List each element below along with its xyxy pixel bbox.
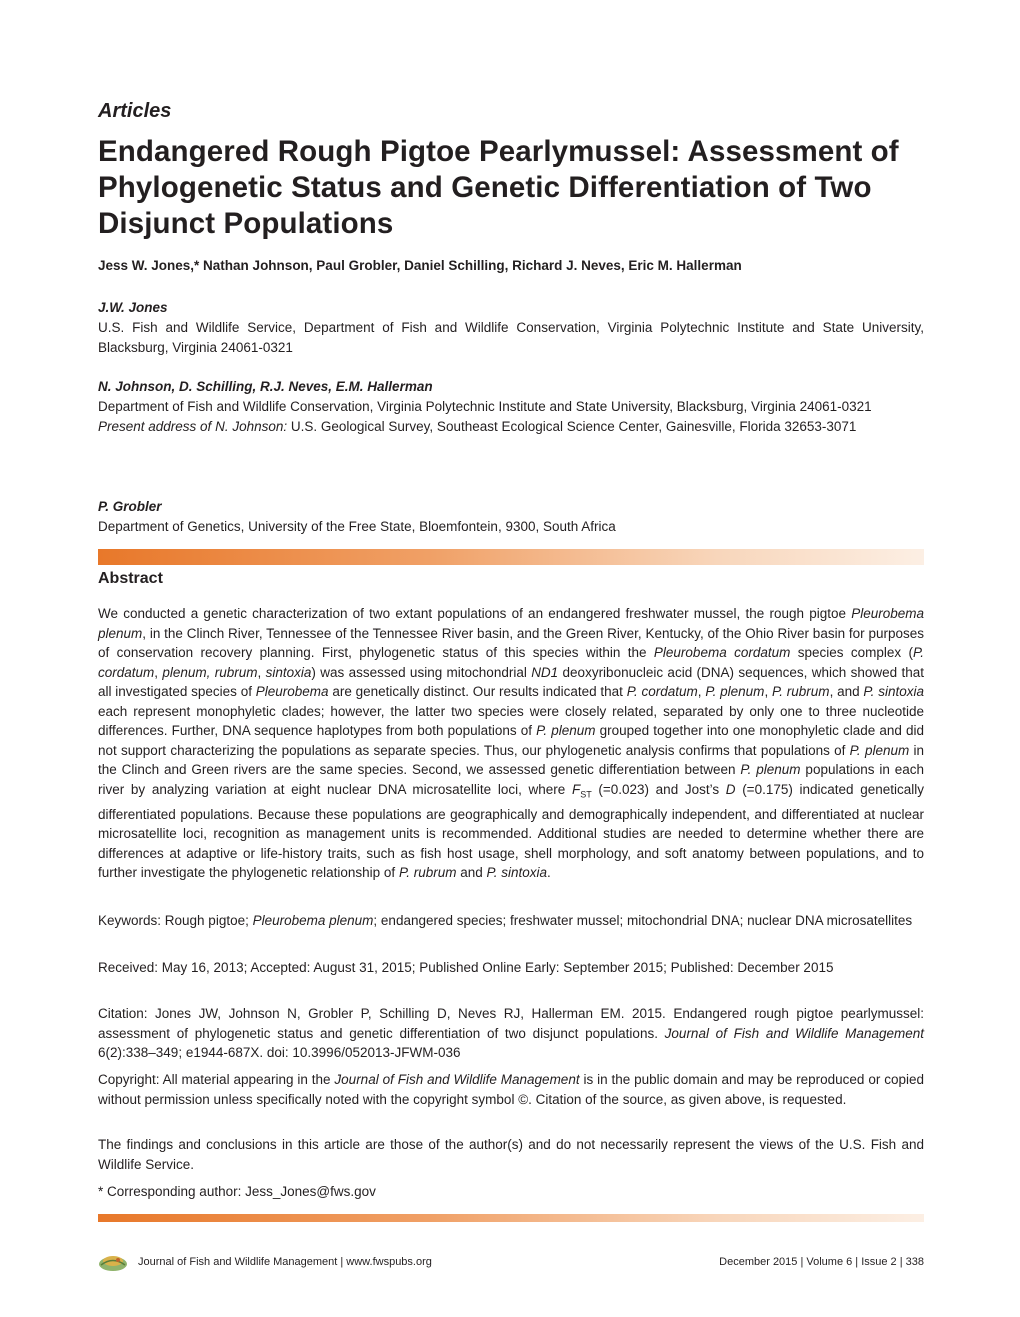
affiliation-name: P. Grobler [98, 499, 162, 514]
present-address-text: U.S. Geological Survey, Southeast Ecological Science Center, Gainesville, Florida 32653-3071 [290, 419, 857, 434]
present-address-label: Present address of N. Johnson: [98, 419, 288, 434]
affiliation-text: Department of Fish and Wildlife Conservation, Virginia Polytechnic Institute and State University, Blacksburg, Virginia 24061-0321 [98, 399, 872, 414]
corresponding-author: * Corresponding author: Jess_Jones@fws.gov [98, 1184, 376, 1199]
affiliation-2 [98, 377, 924, 437]
article-title: Endangered Rough Pigtoe Pearlymussel: Assessment of Phylogenetic Status and Genetic Differentiation of Two Disjunct Populations [98, 135, 899, 240]
copyright: Copyright: All material appearing in the Journal of Fish and Wildlife Management is in the public domain and may be reproduced or copied without permission unless specifically noted with the copyright symbol ©. Citation of the source, as given above, is requested. [98, 1072, 924, 1107]
page-footer [98, 1252, 924, 1274]
present-address [98, 417, 924, 437]
footer-issue: December 2015 | Volume 6 | Issue 2 | 338 [719, 1256, 924, 1268]
affiliation-3 [98, 497, 924, 537]
journal-logo-icon [98, 1252, 128, 1272]
orange-divider-top [98, 549, 924, 565]
affiliation-1 [98, 298, 924, 358]
abstract-body: We conducted a genetic characterization of two extant populations of an endangered freshwater mussel, the rough pigtoe Pleurobema plenum, in the Clinch River, Tennessee of the Tennessee River basin, and the Green River, Kentucky, of the Ohio River basin for purposes of conservation recovery planning. First, phylogenetic status of this species within the Pleurobema cordatum species complex (P. cordatum, plenum, rubrum, sintoxia) was assessed using mitochondrial ND1 deoxyribonucleic acid (DNA) sequences, which showed that all investigated species of Pleurobema are genetically distinct. Our results indicated that P. cordatum, P. plenum, P. rubrum, and P. sintoxia each represent monophyletic clades; however, the latter two species were closely related, separated by only one to three nucleotide differences. Further, DNA sequence haplotypes from both populations of P. plenum grouped together into one monophyletic clade and did not support characterizing the populations as separate species. Thus, our phylogenetic analysis confirms that populations of P. plenum in the Clinch and Green rivers are the same species. Second, we assessed genetic differentiation between P. plenum populations in each river by analyzing variation at eight nuclear DNA microsatellite loci, where $F_{ST}$ (=0.023) and Jost’s D (=0.175) indicated genetically differentiated populations. Because these populations are geographically and demographically independent, and differentiated at nuclear microsatellite loci, recognition as management units is recommended. Additional studies are needed to determine whether there are differences at adaptive or life-history traits, such as fish host usage, shell morphology, and soft anatomy between populations, and to further investigate the phylogenetic relationship of P. rubrum and P. sintoxia. [98, 606, 925, 881]
affiliation-text: U.S. Fish and Wildlife Service, Department of Fish and Wildlife Conservation, Virginia Polytechnic Institute and State University, Blacksburg, Virginia 24061-0321 [98, 320, 924, 355]
section-label: Articles [98, 100, 172, 122]
orange-divider-bottom [98, 1214, 924, 1222]
disclaimer: The findings and conclusions in this article are those of the author(s) and do not necessarily represent the views of the U.S. Fish and Wildlife Service. [98, 1137, 924, 1172]
received-dates: Received: May 16, 2013; Accepted: August 31, 2015; Published Online Early: September 2015; Published: December 2015 [98, 960, 834, 975]
affiliation-name: N. Johnson, D. Schilling, R.J. Neves, E.M. Hallerman [98, 379, 433, 394]
abstract-heading: Abstract [98, 570, 163, 587]
author-list: Jess W. Jones,* Nathan Johnson, Paul Grobler, Daniel Schilling, Richard J. Neves, Eric M. Hallerman [98, 258, 742, 273]
footer-journal: Journal of Fish and Wildlife Management | www.fwspubs.org [138, 1256, 432, 1268]
affiliation-name: J.W. Jones [98, 300, 168, 315]
keywords: Keywords: Rough pigtoe; Pleurobema plenum; endangered species; freshwater mussel; mitochondrial DNA; nuclear DNA microsatellites [98, 913, 913, 928]
affiliation-text: Department of Genetics, University of the Free State, Bloemfontein, 9300, South Africa [98, 519, 616, 534]
citation: Citation: Jones JW, Johnson N, Grobler P, Schilling D, Neves RJ, Hallerman EM. 2015. Endangered rough pigtoe pearlymussel: assessment of phylogenetic status and genetic differentiation of two disjunct populations. Journal of Fish and Wildlife Management 6(2):338–349; e1944-687X. doi: 10.3996/052013-JFWM-036 [98, 1006, 924, 1060]
